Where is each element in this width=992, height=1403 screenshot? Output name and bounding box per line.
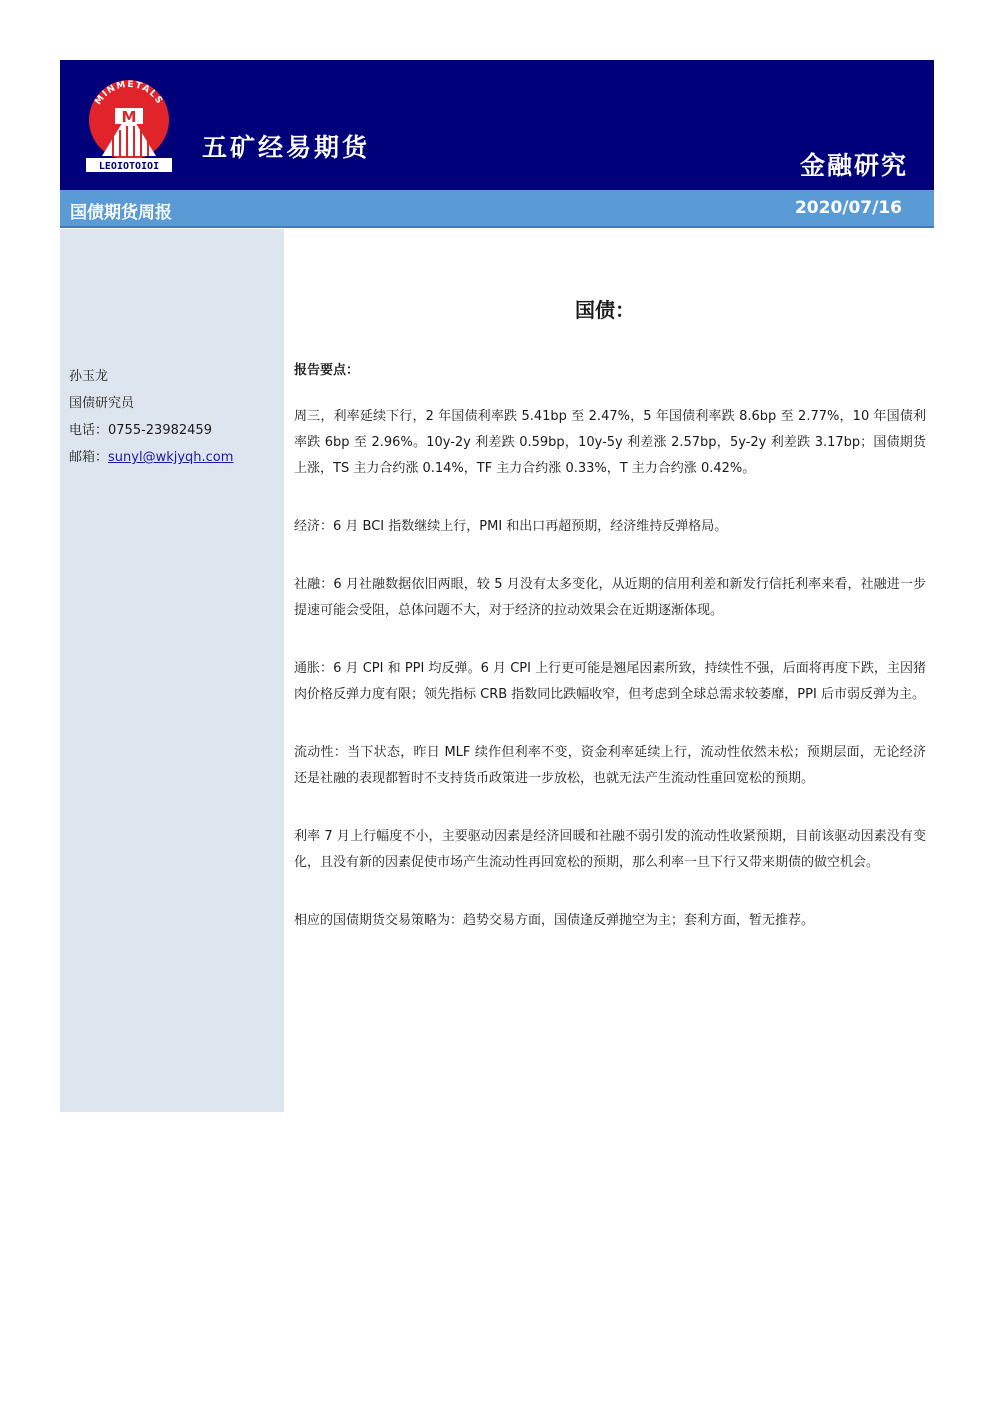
paragraph-financing: 社融：6 月社融数据依旧两眼，较 5 月没有太多变化，从近期的信用利差和新发行信托利率来看，社融进一步提速可能会受阻，总体问题不大，对于经济的拉动效果会在近期逐渐体现。 <box>294 577 926 618</box>
report-subhead: 报告要点： <box>294 363 360 378</box>
email-label: 邮箱： <box>69 450 109 465</box>
phone-number: 0755-23982459 <box>108 423 212 438</box>
report-title-bar <box>60 190 934 228</box>
minmetals-logo <box>82 74 176 174</box>
paragraph-economy: 经济：6 月 BCI 指数继续上行，PMI 和出口再超预期，经济维持反弹格局。 <box>294 519 728 534</box>
paragraph-rates: 周三，利率延续下行，2 年国债利率跌 5.41bp 至 2.47%，5 年国债利率跌 8.6bp 至 2.77%，10 年国债利率跌 6bp 至 2.96%。10y-2y 利差跌 0.59bp，10y-5y 利差涨 2.57bp，5y-2y 利差跌 3.17bp；国债期货上涨，TS 主力合约涨 0.14%，TF 主力合约涨 0.33%，T 主力合约涨 0.42%。 <box>294 409 926 476</box>
email-link[interactable]: sunyl@wkjyqh.com <box>108 450 234 465</box>
svg-text:MINMETALS: MINMETALS <box>93 79 165 107</box>
page-title: 国债： <box>575 298 635 322</box>
author-email-row <box>69 444 233 471</box>
author-phone-row <box>69 417 233 444</box>
report-type: 国债期货周报 <box>70 203 172 223</box>
report-header <box>60 60 934 190</box>
author-info <box>69 363 233 471</box>
section-name: 金融研究 <box>799 151 908 180</box>
author-title: 国债研究员 <box>69 396 135 411</box>
paragraph-strategy: 相应的国债期货交易策略为：趋势交易方面，国债逢反弹抛空为主；套利方面，暂无推荐。 <box>294 913 815 928</box>
company-name: 五矿经易期货 <box>202 133 371 162</box>
paragraph-inflation: 通胀：6 月 CPI 和 PPI 均反弹。6 月 CPI 上行更可能是翘尾因素所致，持续性不强，后面将再度下跌，主因猪肉价格反弹力度有限；领先指标 CRB 指数同比跌幅收窄，但考虑到全球总需求较萎靡，PPI 后市弱反弹为主。 <box>294 661 926 702</box>
phone-label: 电话： <box>69 423 109 438</box>
author-name: 孙玉龙 <box>69 369 109 384</box>
paragraph-liquidity: 流动性：当下状态，昨日 MLF 续作但利率不变，资金利率延续上行，流动性依然未松；预期层面，无论经济还是社融的表现都暂时不支持货币政策进一步放松，也就无法产生流动性重回宽松的预期。 <box>294 745 926 786</box>
svg-text:LEOIOTOIOI: LEOIOTOIOI <box>98 161 160 172</box>
author-sidebar <box>60 229 284 1112</box>
report-date: 2020/07/16 <box>794 198 902 218</box>
report-body <box>294 358 926 966</box>
svg-text:M: M <box>121 108 137 126</box>
paragraph-outlook: 利率 7 月上行幅度不小，主要驱动因素是经济回暖和社融不弱引发的流动性收紧预期，目前该驱动因素没有变化，且没有新的因素促使市场产生流动性再回宽松的预期，那么利率一旦下行又带来期债的做空机会。 <box>294 829 926 870</box>
